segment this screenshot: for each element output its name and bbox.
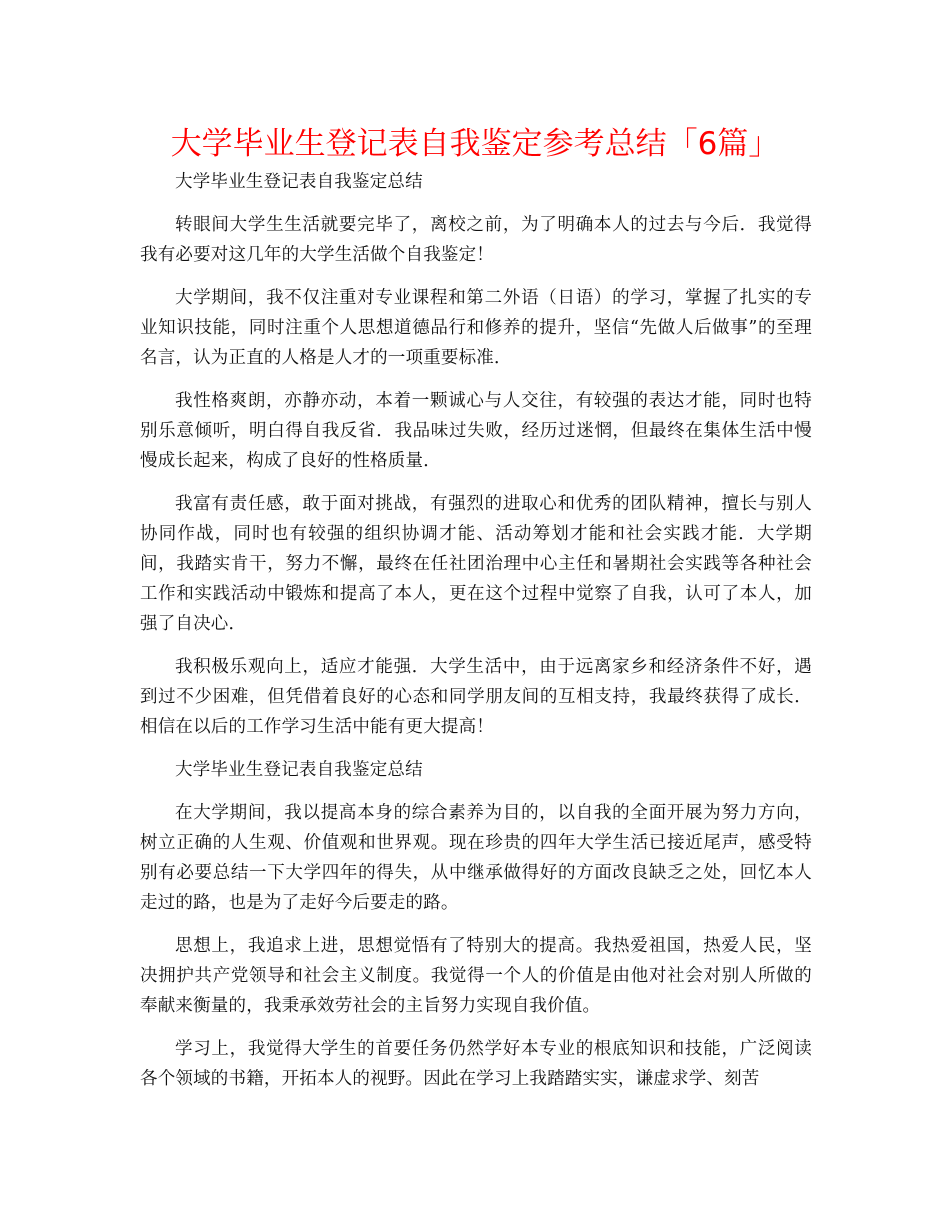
section-heading: 大学毕业生登记表自我鉴定总结	[175, 760, 423, 780]
paragraph: 思想上，我追求上进，思想觉悟有了特别大的提高。我热爱祖国，热爱人民，坚决拥护共产党领导和社会主义制度。我觉得一个人的价值是由他对社会对别人所做的奉献来衡量的，我秉承效劳社会的主旨努力实现自我价值。	[140, 936, 812, 1016]
paragraph: 我富有责任感，敢于面对挑战，有强烈的进取心和优秀的团队精神，擅长与别人协同作战，同时也有较强的组织协调才能、活动筹划才能和社会实践才能．大学期间，我踏实肯干，努力不懈，最终在任社团治理中心主任和暑期社会实践等各种社会工作和实践活动中锻炼和提高了本人，更在这个过程中觉察了自我，认可了本人，加强了自决心．	[140, 494, 812, 634]
document-title: 大学毕业生登记表自我鉴定参考总结「6篇」	[170, 126, 780, 162]
paragraph: 转眼间大学生生活就要完毕了，离校之前，为了明确本人的过去与今后．我觉得我有必要对这几年的大学生活做个自我鉴定！	[140, 215, 812, 265]
paragraph: 我性格爽朗，亦静亦动，本着一颗诚心与人交往，有较强的表达才能，同时也特别乐意倾听，明白得自我反省．我品味过失败，经历过迷惘，但最终在集体生活中慢慢成长起来，构成了良好的性格质量．	[140, 391, 812, 471]
paragraph: 大学期间，我不仅注重对专业课程和第二外语（日语）的学习，掌握了扎实的专业知识技能，同时注重个人思想道德品行和修养的提升，坚信“先做人后做事”的至理名言，认为正直的人格是人才的一项重要标准．	[140, 288, 812, 368]
paragraph: 学习上，我觉得大学生的首要任务仍然学好本专业的根底知识和技能，广泛阅读各个领域的书籍，开拓本人的视野。因此在学习上我踏踏实实，谦虚求学、刻苦	[140, 1039, 812, 1089]
section-heading: 大学毕业生登记表自我鉴定总结	[175, 172, 423, 192]
paragraph: 我积极乐观向上，适应才能强．大学生活中，由于远离家乡和经济条件不好，遇到过不少困难，但凭借着良好的心态和同学朋友间的互相支持，我最终获得了成长．相信在以后的工作学习生活中能有更大提高！	[140, 657, 812, 737]
paragraph: 在大学期间，我以提高本身的综合素养为目的，以自我的全面开展为努力方向，树立正确的人生观、价值观和世界观。现在珍贵的四年大学生活已接近尾声，感受特别有必要总结一下大学四年的得失，从中继承做得好的方面改良缺乏之处，回忆本人走过的路，也是为了走好今后要走的路。	[140, 803, 812, 913]
document-body	[140, 167, 812, 1107]
